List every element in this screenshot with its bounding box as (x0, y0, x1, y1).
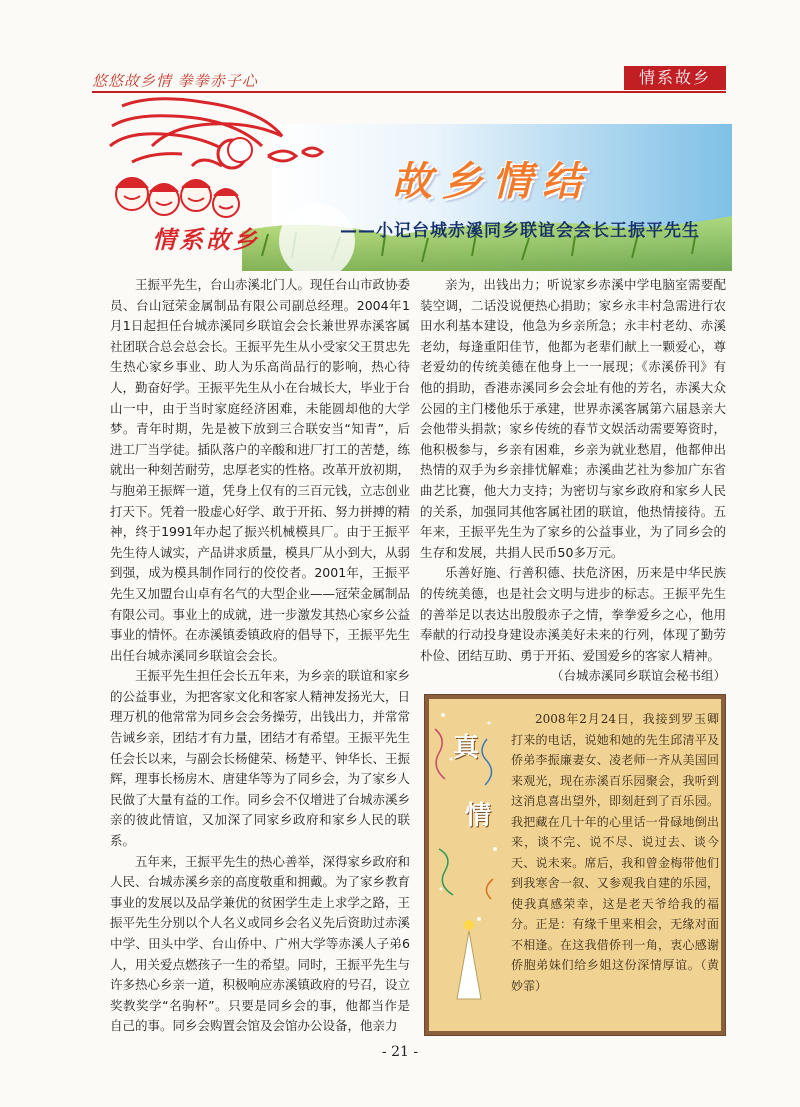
article-paragraph: 亲为，出钱出力；听说家乡赤溪中学电脑室需要配装空调，二话没说便热心捐助；家乡永丰村急需进行农田水利基本建设，他急为乡亲所急；永丰村老幼、赤溪老幼，每逢重阳佳节，他都为老辈们献上一颗爱心，尊老爱幼的传统美德在他身上一一展现；《赤溪侨刊》有他的捐助，香港赤溪同乡会会址有他的芳名，赤溪大众公园的主门楼他乐于承建，世界赤溪客属第六届恳亲大会他带头捐款；家乡传统的春节文娱活动需要筹资时，他积极参与，乡亲有困难，乡亲为就业愁眉，他都伸出热情的双手为乡亲排忧解难；赤溪曲艺社为参加广东省曲艺比赛，他大力支持；为密切与家乡政府和家乡人民的关系，加强同其他客属社团的联谊，他热情接待。五年来，王振平先生为了家乡的公益事业，为了同乡会的生存和发展，共捐人民币50多万元。 (420, 277, 726, 560)
header-divider (92, 91, 726, 93)
article-paragraph: 王振平先生担任会长五年来，为乡亲的联谊和家乡的公益事业，为把客家文化和客家人精神发扬光大，日理万机的他常常为同乡会会务操劳，出钱出力，并常常告诫乡亲，团结才有力量，团结才有希望。王振平先生任会长以来，与副会长杨健荣、杨楚平、钟华长、王振辉，理事长杨房木、唐建华等为了同乡会，为了家乡人民做了大量有益的工作。同乡会不仅增进了台城赤溪乡亲的彼此情谊，又加深了同家乡政府和家乡人民的联系。 (110, 668, 411, 849)
page-number: - 21 - (381, 1044, 419, 1060)
true-feelings-box (424, 694, 726, 1036)
article-title: 故乡情结 (392, 158, 592, 205)
article-subtitle: ——小记台城赤溪同乡联谊会会长王振平先生 (340, 221, 700, 241)
box-title-char-1: 真 (453, 733, 480, 763)
article-paragraph: 乐善好施、行善积德、扶危济困，历来是中华民族的传统美德，也是社会文明与进步的标志。王振平先生的善举足以表达出殷殷赤子之情，拳拳爱乡之心，他用奉献的行动投身建设赤溪美好未来的行列，体现了勤劳朴俭、团结互助、勇于开拓、爱国爱乡的客家人精神。 (420, 565, 726, 663)
children-faces-icon (116, 178, 239, 217)
box-inner-panel (429, 699, 721, 1031)
article-left-column (110, 275, 410, 1037)
party-cone-icon (457, 931, 481, 999)
banner-logo-text: 情系故乡 (152, 225, 260, 254)
globe-icon (228, 138, 252, 162)
article-paragraph: 王振平先生，台山赤溪北门人。现任台山市政协委员、台山冠荣金属制品有限公司副总经理。2004年1月1日起担任台城赤溪同乡联谊会会长兼世界赤溪客属社团联合总会总会长。王振平先生从小受家父王贯忠先生热心家乡事业、助人为乐高尚品行的影响，热心待人，勤奋好学。王振平先生从小在台城长大，毕业于台山一中，由于当时家庭经济困难，未能圆却他的大学梦。青年时期，先是被下放到三合联安当“知青”，后进工厂当学徒。插队落户的辛酸和进厂打工的苦楚，练就出一种刻苦耐劳，忠厚老实的性格。改革开放初期，与胞弟王振辉一道，凭身上仅有的三百元钱，立志创业打天下。凭着一股虚心好学、敢于开拓、努力拼搏的精神，终于1991年办起了振兴机械模具厂。由于王振平先生待人诚实，产品讲求质量，模具厂从小到大，从弱到强，成为模具制作同行的佼佼者。2001年，王振平先生又加盟台山卓有名气的大型企业——冠荣金属制品有限公司。事业上的成就，进一步激发其热心家乡公益事业的情怀。在赤溪镇委镇政府的倡导下，王振平先生出任台城赤溪同乡联谊会会长。 (110, 277, 411, 663)
candle-flame-icon (464, 920, 474, 930)
article-right-column (420, 275, 726, 687)
section-tab: 情系故乡 (624, 66, 726, 90)
article-paragraph: 五年来，王振平先生的热心善举，深得家乡政府和人民、台城赤溪乡亲的高度敬重和拥戴。为了家乡教育事业的发展以及品学兼优的贫困学生走上求学之路，王振平先生分别以个人名义或同乡会名义先后资助过赤溪中学、田头中学、台山侨中、广州大学等赤溪人子弟6人，用关爱点燃孩子一生的希望。同时，王振平先生与许多热心乡亲一道，积极响应赤溪镇政府的号召，设立奖教奖学“名驹杯”。只要是同乡会的事，他都当作是自己的事。同乡会购置会馆及会馆办公设备，他亲力 (110, 853, 411, 1034)
header-slogan: 悠悠故乡情 拳拳赤子心 (92, 72, 258, 90)
box-title-char-2: 情 (465, 801, 492, 831)
article-signature: （台城赤溪同乡联谊会秘书组） (550, 668, 726, 684)
box-story-text: 2008年2月24日，我接到罗玉卿打来的电话，说她和她的先生邱清平及侨弟李振廉妻女、凌老师一齐从美国回来观光，现在赤溪百乐园聚会，我听到这消息喜出望外，即刻赶到了百乐园。我把藏在几十年的心里话一骨碌地倒出来，谈不完、说不尽、说过去、谈今天、说未来。席后，我和曾金梅带他们到我寒舍一叙、又参观我自建的乐园，使我真感荣幸，这是老天爷给我的福分。正是：有缘千里来相会，无缘对面不相逢。在这我借侨刊一角，衷心感谢侨胞弟妹们给乡姐这份深情厚谊。（黄妙霏） (511, 712, 719, 993)
